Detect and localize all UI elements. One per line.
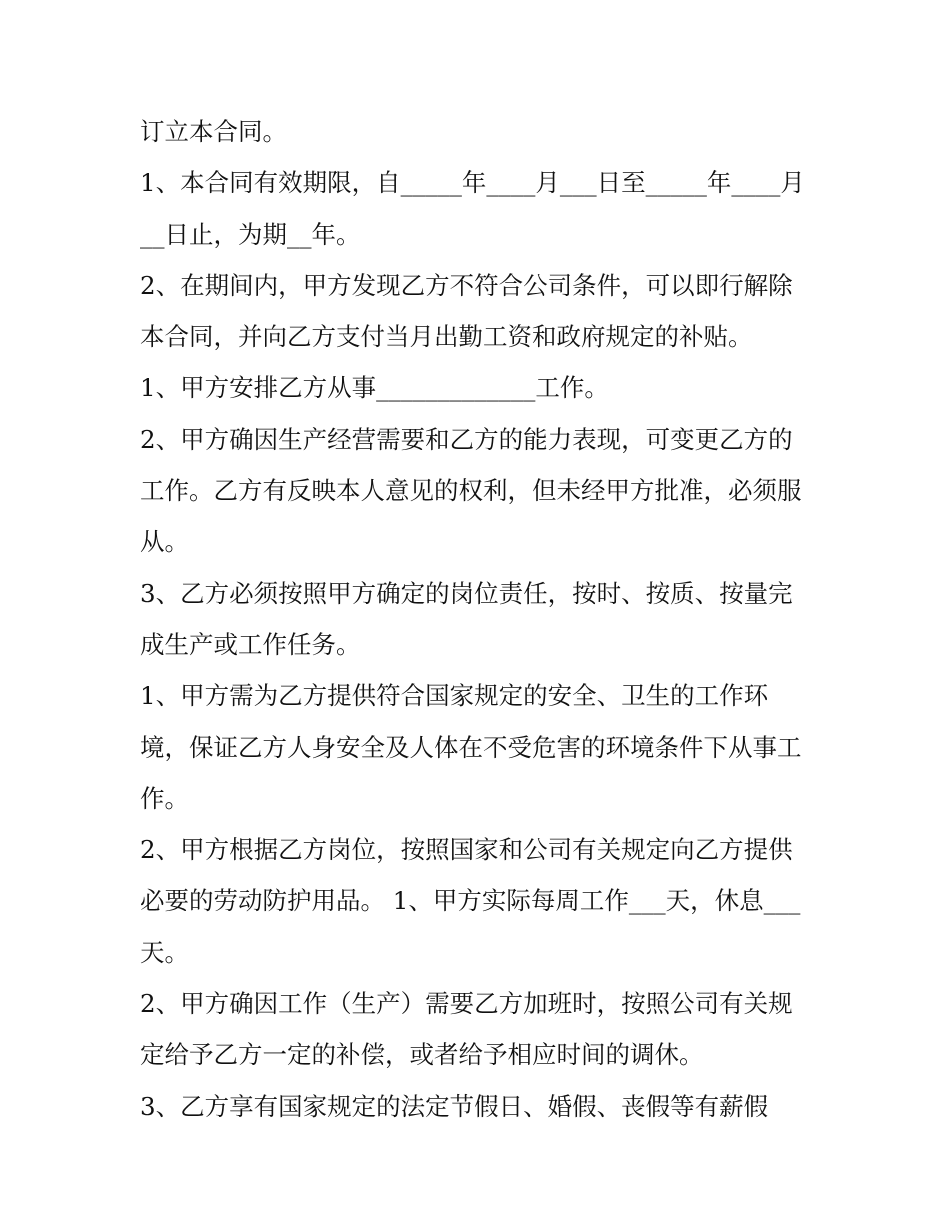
text-line: 3、乙方必须按照甲方确定的岗位责任，按时、按质、按量完 xyxy=(140,578,793,608)
text-line: 3、乙方享有国家规定的法定节假日、婚假、丧假等有薪假 xyxy=(140,1091,769,1121)
text-line: 成生产或工作任务。 xyxy=(140,629,361,659)
text-line: 定给予乙方一定的补偿，或者给予相应时间的调休。 xyxy=(140,1040,704,1070)
text-line: 从。 xyxy=(140,527,189,557)
text-line: 2、甲方根据乙方岗位，按照国家和公司有关规定向乙方提供 xyxy=(140,835,793,865)
text-line: 2、甲方确因生产经营需要和乙方的能力表现，可变更乙方的 xyxy=(140,424,793,454)
text-line: 作。 xyxy=(140,783,189,813)
text-line: __日止，为期__年。 xyxy=(140,219,361,249)
text-line: 必要的劳动防护用品。 1、甲方实际每周工作___天，休息___ xyxy=(140,886,801,916)
text-line: 2、甲方确因工作（生产）需要乙方加班时，按照公司有关规 xyxy=(140,989,793,1019)
text-line: 天。 xyxy=(140,937,189,967)
text-line: 境，保证乙方人身安全及人体在不受危害的环境条件下从事工 xyxy=(140,732,802,762)
text-line: 订立本合同。 xyxy=(140,117,287,146)
text-line: 2、在期间内，甲方发现乙方不符合公司条件，可以即行解除 xyxy=(140,270,793,300)
text-line: 本合同，并向乙方支付当月出勤工资和政府规定的补贴。 xyxy=(140,322,753,352)
text-line: 工作。乙方有反映本人意见的权利，但未经甲方批准，必须服 xyxy=(140,476,802,506)
contract-text xyxy=(140,106,820,1132)
text-line: 1、本合同有效期限，自_____年____月___日至_____年____月 xyxy=(140,168,805,198)
text-line: 1、甲方安排乙方从事_____________工作。 xyxy=(140,373,609,403)
text-line: 1、甲方需为乙方提供符合国家规定的安全、卫生的工作环 xyxy=(140,681,769,711)
